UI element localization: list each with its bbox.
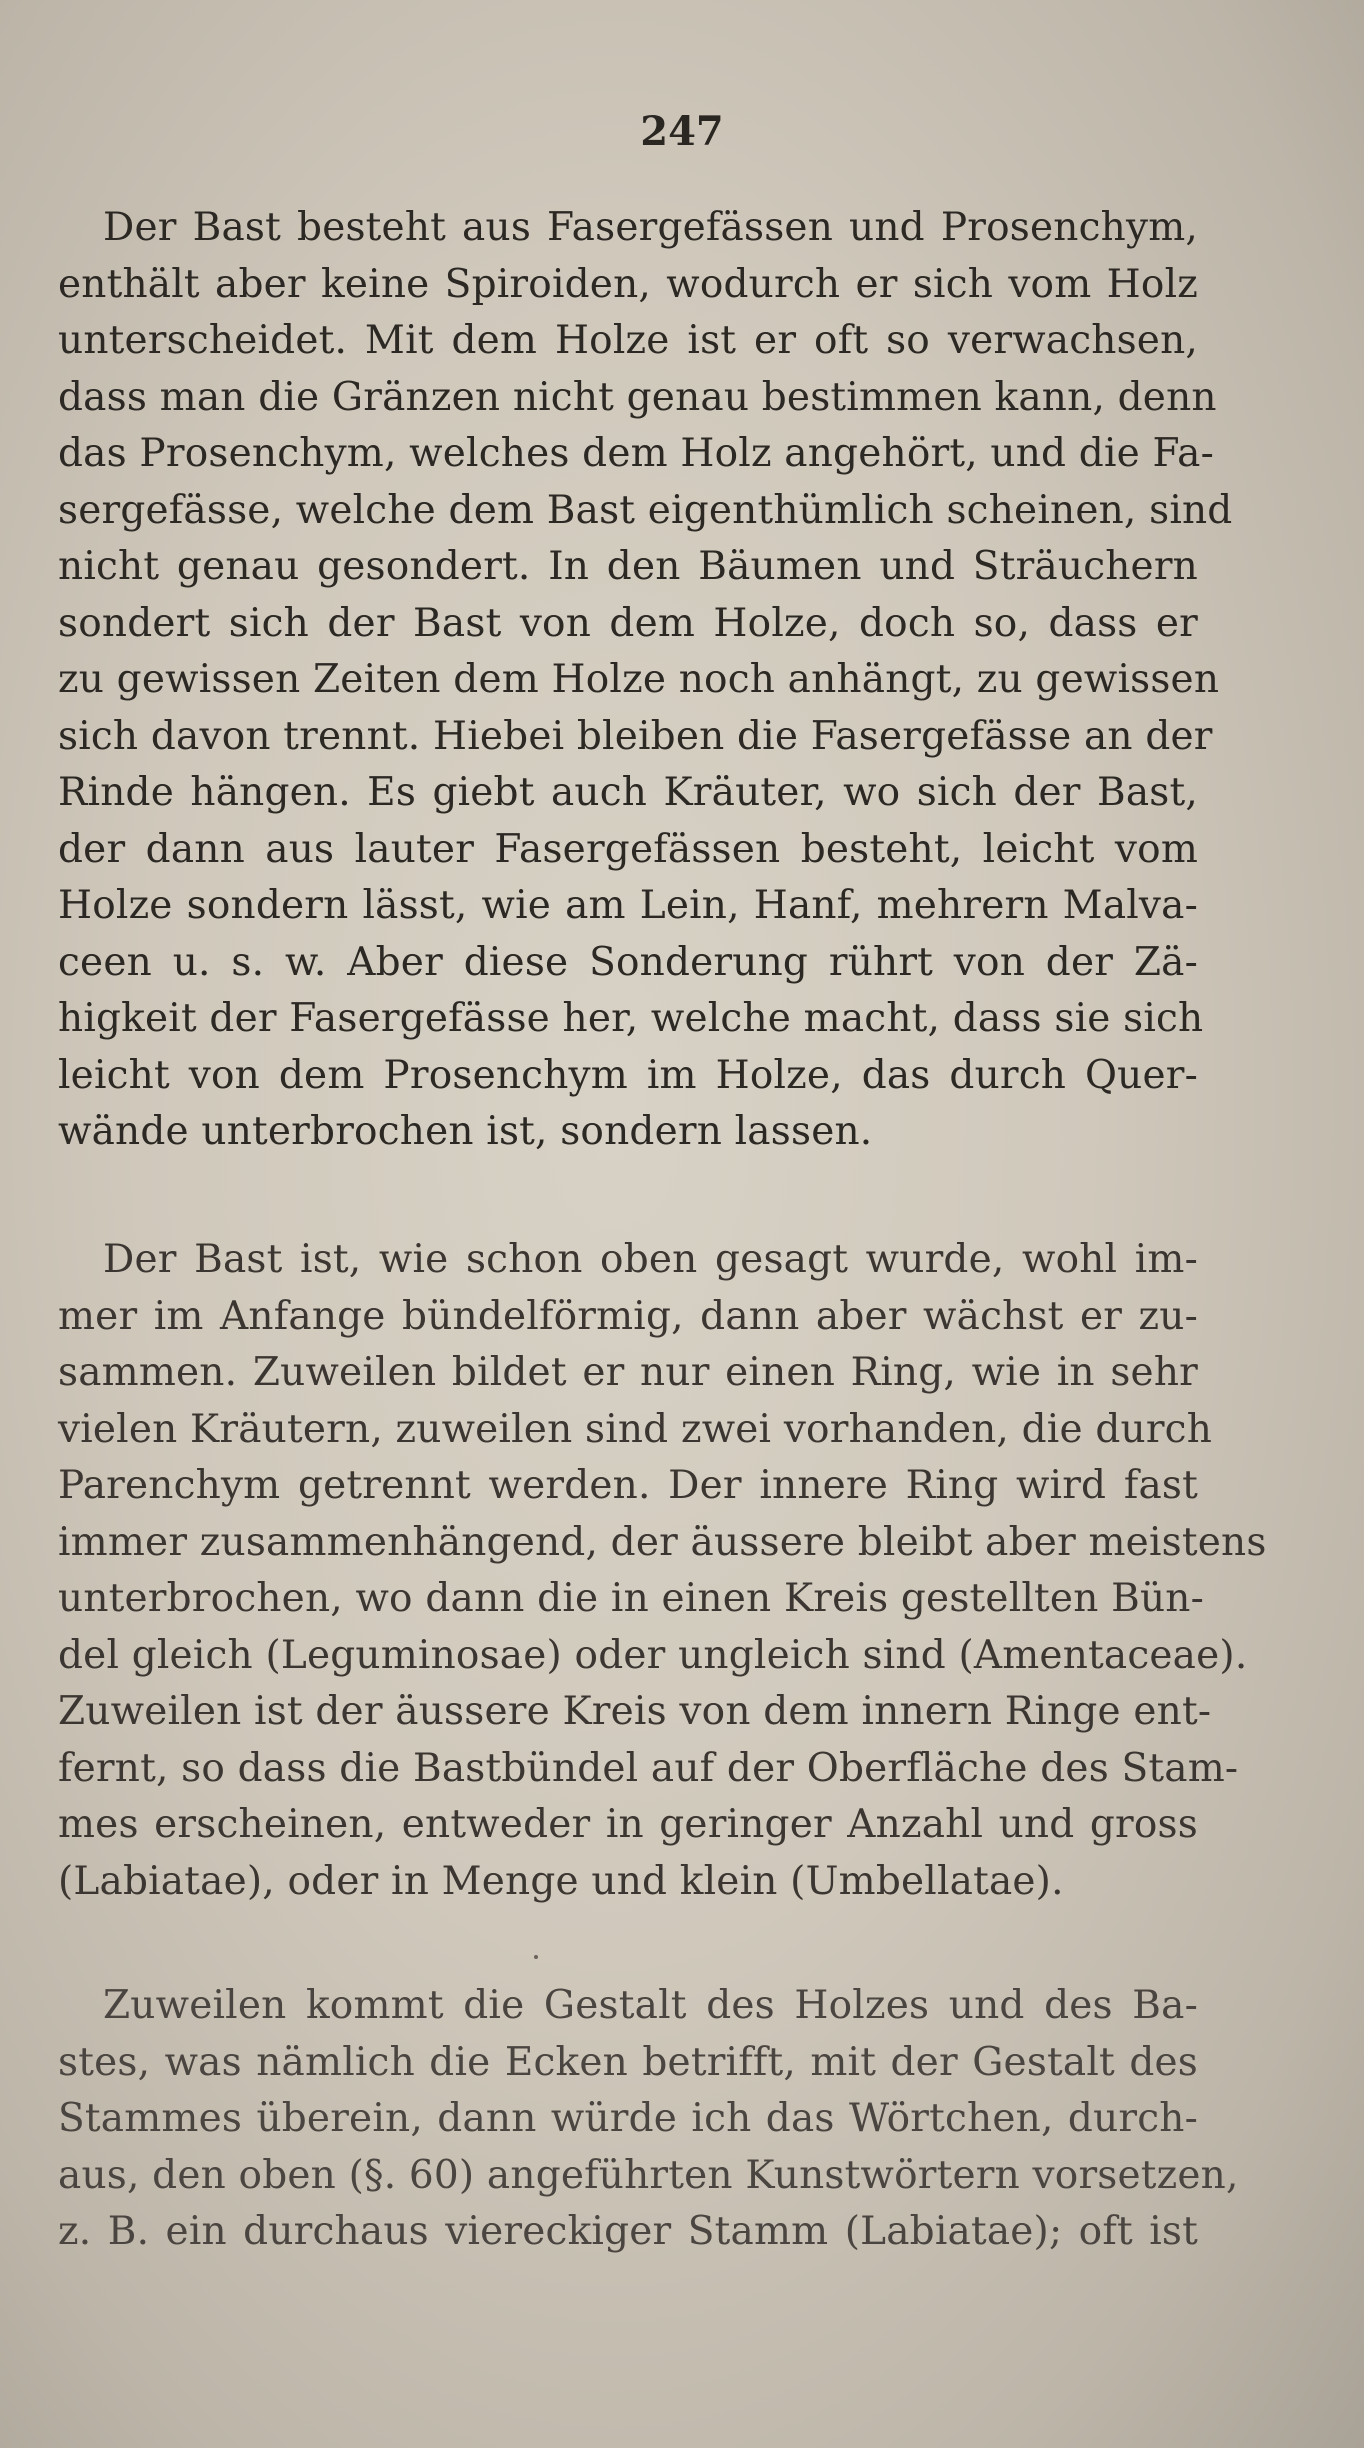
text-line: Zuweilen kommt die Gestalt des Holzes und des Ba- (103, 1983, 1198, 2028)
paragraph-bast-bundles (58, 1232, 1267, 1910)
text-line: higkeit der Fasergefässe her, welche macht, dass sie sich (58, 996, 1204, 1041)
text-line: sich davon trennt. Hiebei bleiben die Fasergefässe an der (58, 713, 1213, 759)
text-line: das Prosenchym, welches dem Holz angehört, und die Fa- (58, 431, 1214, 476)
text-line: mes erscheinen, entweder in geringer Anzahl und gross (58, 1802, 1198, 1847)
print-speck (534, 1955, 538, 1959)
text-line: aus, den oben (§. 60) angeführten Kunstwörtern vorsetzen, (58, 2152, 1239, 2198)
text-line: zu gewissen Zeiten dem Holze noch anhängt, zu gewissen (58, 657, 1220, 702)
text-line: Holze sondern lässt, wie am Lein, Hanf, mehrern Malva- (58, 883, 1198, 928)
paragraph-stem-shape (58, 1978, 1239, 2261)
text-line: unterbrochen, wo dann die in einen Kreis gestellten Bün- (58, 1576, 1204, 1621)
text-line: Der Bast besteht aus Fasergefässen und Prosenchym, (103, 205, 1198, 250)
text-line: sergefässe, welche dem Bast eigenthümlich scheinen, sind (58, 487, 1233, 533)
text-line: fernt, so dass die Bastbündel auf der Oberfläche des Stam- (58, 1745, 1239, 1791)
text-line: ceen u. s. w. Aber diese Sonderung rührt von der Zä- (58, 939, 1198, 985)
page-number: 247 (640, 108, 724, 155)
text-line: vielen Kräutern, zuweilen sind zwei vorhanden, die durch (58, 1406, 1213, 1452)
text-line: wände unterbrochen ist, sondern lassen. (58, 1109, 873, 1154)
text-line: unterscheidet. Mit dem Holze ist er oft so verwachsen, (58, 318, 1198, 363)
text-line: Parenchym getrennt werden. Der innere Ring wird fast (58, 1463, 1198, 1508)
text-line: leicht von dem Prosenchym im Holze, das durch Quer- (58, 1052, 1198, 1098)
paragraph-bast-structure (58, 200, 1233, 1161)
text-line: immer zusammenhängend, der äussere bleibt aber meistens (58, 1519, 1267, 1565)
text-line: Rinde hängen. Es giebt auch Kräuter, wo sich der Bast, (58, 770, 1198, 815)
text-line: der dann aus lauter Fasergefässen besteht, leicht vom (58, 826, 1198, 872)
text-line: nicht genau gesondert. In den Bäumen und Sträuchern (58, 544, 1198, 589)
text-line: del gleich (Leguminosae) oder ungleich sind (Amentaceae). (58, 1632, 1248, 1678)
text-line: Zuweilen ist der äussere Kreis von dem innern Ringe ent- (58, 1689, 1212, 1734)
text-line: mer im Anfange bündelförmig, dann aber wächst er zu- (58, 1293, 1198, 1339)
text-line: enthält aber keine Spiroiden, wodurch er sich vom Holz (58, 261, 1198, 307)
text-line: z. B. ein durchaus viereckiger Stamm (Labiatae); oft ist (58, 2209, 1198, 2254)
text-line: sammen. Zuweilen bildet er nur einen Ring, wie in sehr (58, 1350, 1198, 1395)
text-line: dass man die Gränzen nicht genau bestimmen kann, denn (58, 374, 1217, 420)
text-line: sondert sich der Bast von dem Holze, doch so, dass er (58, 600, 1198, 646)
text-line: Der Bast ist, wie schon oben gesagt wurde, wohl im- (103, 1237, 1198, 1282)
text-line: Stammes überein, dann würde ich das Wörtchen, durch- (58, 2096, 1198, 2141)
text-line: (Labiatae), oder in Menge und klein (Umbellatae). (58, 1858, 1064, 1904)
text-line: stes, was nämlich die Ecken betrifft, mit der Gestalt des (58, 2039, 1198, 2085)
